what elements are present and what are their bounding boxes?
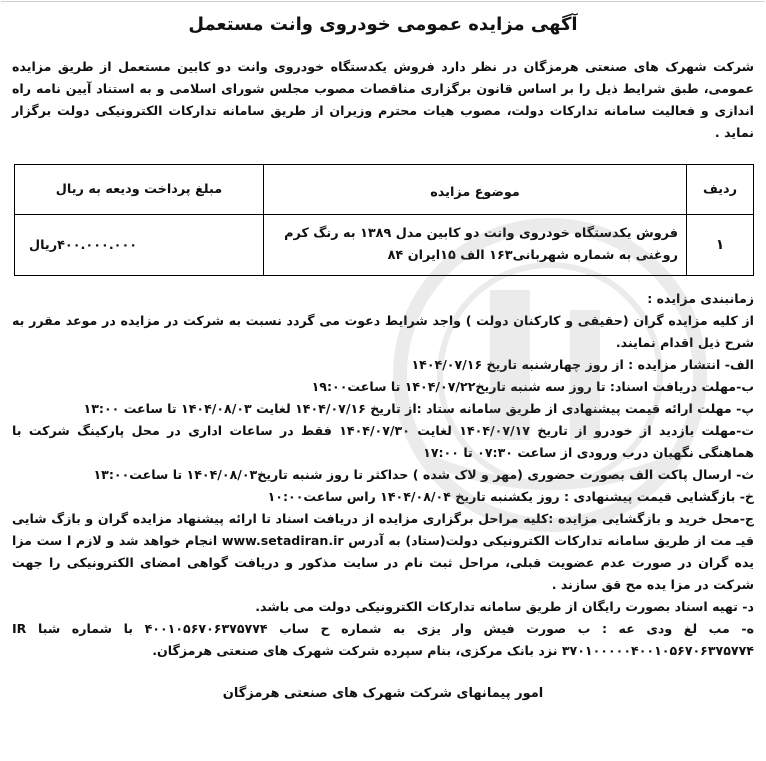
item-jim-before: ج-محل خرید و بازگشایی مزایده :کلیه مراحل برگزاری مزایده از دریافت اسناد تا ارائه پیشنهاد مزایده گران و بازگ شایی قیـ مت از طریق سامانه تدارکات الکترونیکی دولت(ستاد) به آدرس (12, 511, 755, 548)
notice-body (12, 288, 754, 662)
header-radif: ردیف (687, 165, 754, 215)
cell-subject: فروش یکدستگاه خودروی وانت دو کابین مدل ۱۳۸۹ به رنگ کرم روغنی به شماره شهربانی۱۶۳ الف ۱۵ایران ۸۴ (264, 215, 687, 276)
item-jim (12, 508, 754, 596)
intro-paragraph: شرکت شهرک های صنعتی هرمزگان در نظر دارد فروش یکدستگاه خودروی وانت دو کابین مستعمل از طریق مزایده عمومی، طبق شرایط ذیل را بر اساس قانون برگزاری مناقصات مصوب مجلس شورای اسلامی و به استناد آیین نامه راه اندازی و فعالیت سامانه تدارکات دولت، مصوب هیات محترم وزیران از طریق سامانه تدارکات الکترونیکی دولت برگزار نماید . (12, 59, 754, 140)
notice-title: آگهی مزایده عمومی خودروی وانت مستعمل (188, 14, 578, 35)
item-khe: خ- بازگشایی قیمت پیشنهادی : روز یکشنبه تاریخ ۱۴۰۴/۰۸/۰۴ راس ساعت۱۰:۰۰ (267, 489, 754, 504)
header-subject: موضوع مزایده (264, 165, 687, 215)
cell-radif: ۱ (687, 215, 754, 276)
item-he-line2: نزد بانک مرکزی، بنام سپرده شرکت شهرک های صنعتی هرمزگان. (152, 643, 558, 658)
table-row (15, 215, 754, 276)
footer-signature: امور پیمانهای شرکت شهرک های صنعتی هرمزگان (222, 686, 544, 701)
cell-deposit: ۴۰۰.۰۰۰.۰۰۰ریال (15, 215, 264, 276)
header-deposit: مبلغ پرداخت ودیعه به ریال (15, 165, 264, 215)
item-te: ت-مهلت بازدید از خودرو از تاریخ ۱۴۰۴/۰۷/۱۷ لغایت ۱۴۰۴/۰۷/۳۰ فقط در ساعات اداری در محل پارکینگ شرکت با هماهنگی نگهبان درب ورودی از ساعت ۰۷:۳۰ تا ۱۷:۰۰ (12, 423, 755, 460)
setadiran-link[interactable]: www.setadiran.ir (221, 533, 344, 548)
top-frame-line (1, 1, 765, 2)
eligibility-text: از کلیه مزایده گران (حقیقی و کارکنان دولت ) واجد شرایط دعوت می گردد نسبت به شرکت در مزایده در موعد مقرر به شرح ذیل اقدام نمایند. (12, 313, 754, 350)
table-header-row (15, 165, 754, 215)
schedule-heading: زمانبندی مزایده : (647, 291, 754, 306)
item-jim-after: انجام خواهد شد و لازم ا ست مزا یده گران در صورت عدم عضویت قبلی، مراحل ثبت نام در سایت مذکور و دریافت گواهی امضای الکترونیکی را جهت شرکت در مزا یده مح قق سازند . (12, 533, 754, 592)
item-dal: د- تهیه اسناد بصورت رایگان از طریق سامانه تدارکات الکترونیکی دولت می باشد. (255, 599, 754, 614)
item-se: ث- ارسال پاکت الف بصورت حضوری (مهر و لاک شده ) حداکثر تا روز شنبه تاریخ۱۴۰۴/۰۸/۰۳ تا ساعت۱۳:۰۰ (93, 467, 754, 482)
item-he-line1: ه- مب لغ ودی عه : ب صورت فیش وار یزی به شماره ح ساب ۴۰۰۱۰۵۶۷۰۶۳۷۵۷۷۴ با شماره شبا (37, 621, 754, 636)
item-be: ب-مهلت دریافت اسناد: تا روز سه شنبه تاریخ۱۴۰۴/۰۷/۲۲ تا ساعت۱۹:۰۰ (311, 379, 754, 394)
item-pe: پ- مهلت ارائه قیمت پیشنهادی از طریق سامانه ستاد :از تاریخ ۱۴۰۴/۰۷/۱۶ لغایت ۱۴۰۴/۰۸/۰۳ تا ساعت ۱۳:۰۰ (83, 401, 754, 416)
item-he (12, 618, 754, 662)
item-alef: الف- انتشار مزایده : از روز چهارشنبه تاریخ ۱۴۰۴/۰۷/۱۶ (411, 357, 754, 372)
auction-table (14, 164, 754, 276)
item-he-iban: IR ۳۷۰۱۰۰۰۰۰۴۰۰۱۰۵۶۷۰۶۳۷۵۷۷۴ (12, 621, 754, 658)
